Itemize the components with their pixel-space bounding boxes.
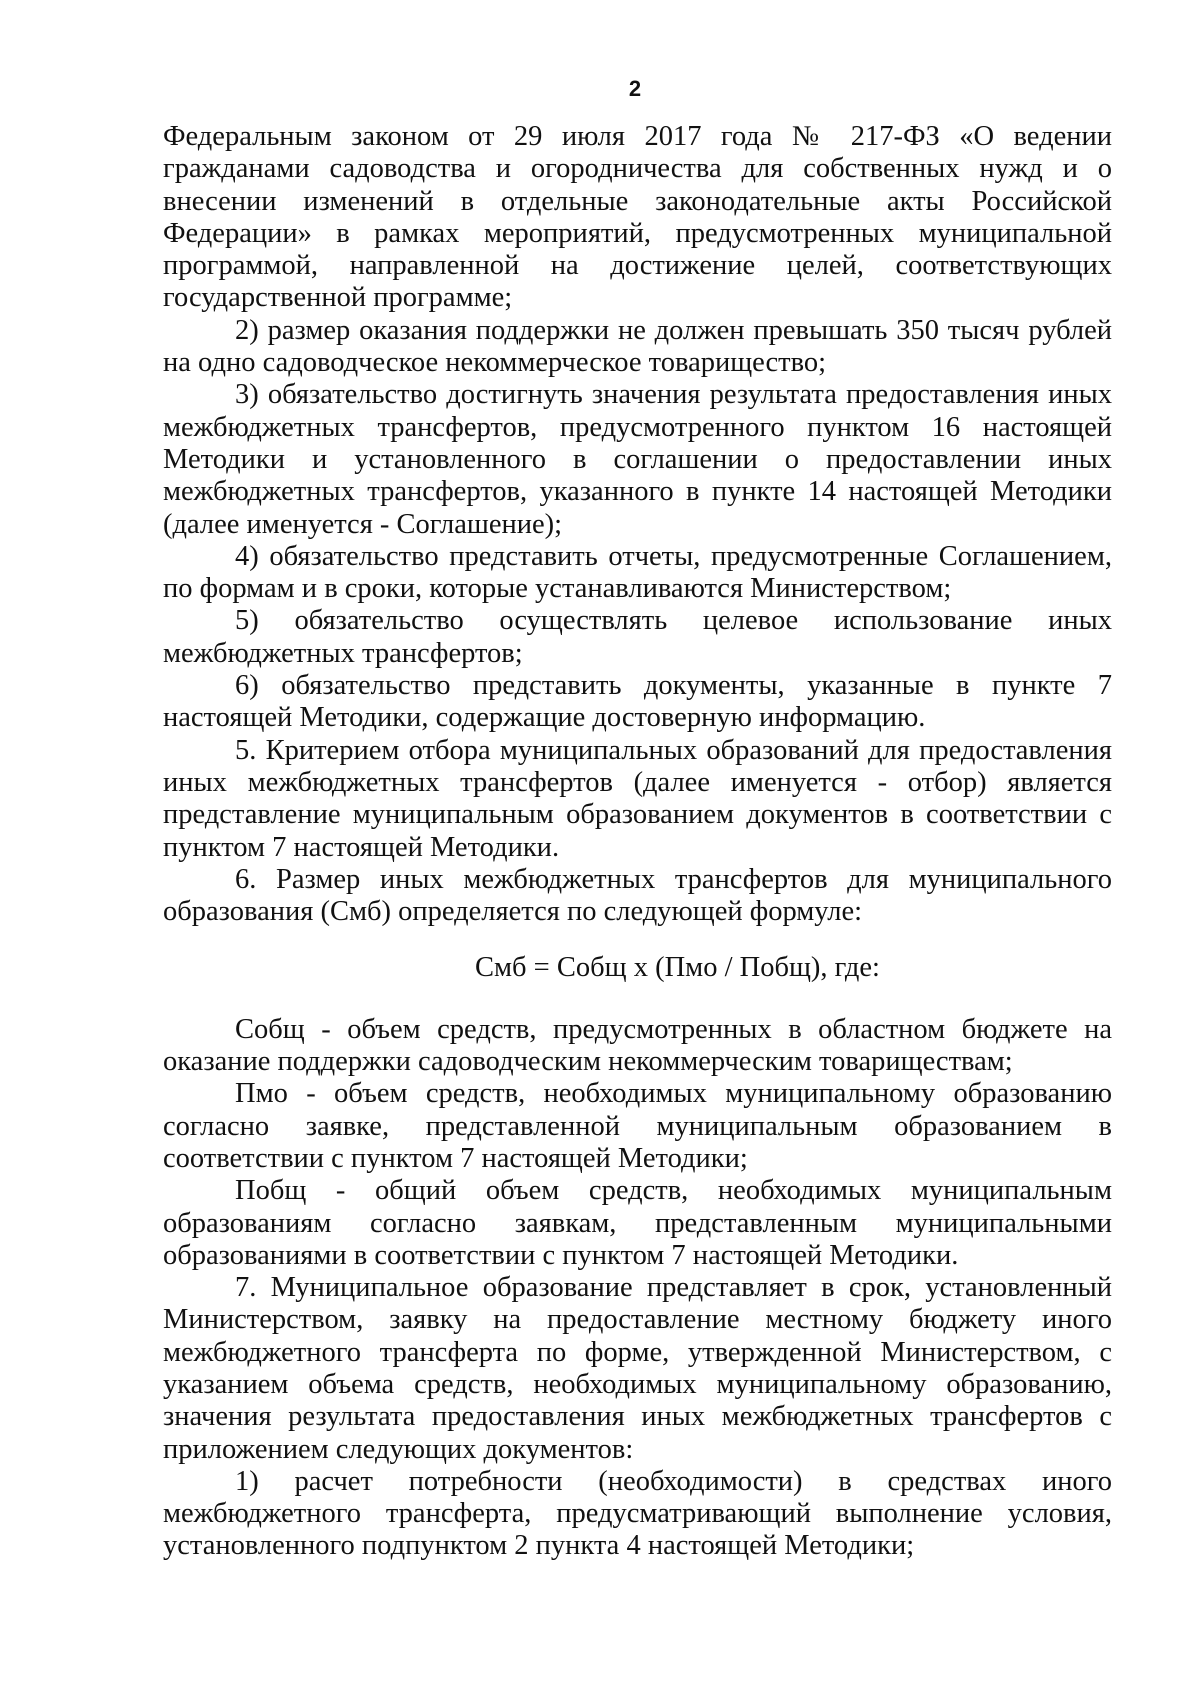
definition-pmo: Пмо - объем средств, необходимых муниципальному образованию согласно заявке, представленной муниципальным образованием в соответствии с пунктом 7 настоящей Методики; [163,1078,1112,1174]
page-number: 2 [628,76,642,101]
paragraph-needs-calculation: 1) расчет потребности (необходимости) в средствах иного межбюджетного трансферта, предусматривающий выполнение условия, установленного подпунктом 2 пункта 4 настоящей Методики; [163,1465,1112,1562]
paragraph-documents-obligation: 6) обязательство представить документы, указанные в пункте 7 настоящей Методики, содержащие достоверную информацию. [163,670,1112,734]
paragraph-targeted-use: 5) обязательство осуществлять целевое использование иных межбюджетных трансфертов; [163,605,1112,669]
paragraph-application: 7. Муниципальное образование представляет в срок, установленный Министерством, заявку на предоставление местному бюджету иного межбюджетного трансферта по форме, утвержденной Министерством, с указанием объема средств, необходимых муниципальному образованию, значения результата предоставления иных межбюджетных трансфертов с приложением следующих документов: [163,1272,1112,1465]
paragraph-transfer-size: 6. Размер иных межбюджетных трансфертов для муниципального образования (Смб) определяется по следующей формуле: [163,863,1112,928]
paragraph-reports-obligation: 4) обязательство представить отчеты, предусмотренные Соглашением, по формам и в сроки, которые устанавливаются Министерством; [163,540,1112,605]
formula: Смб = Собщ х (Пмо / Побщ), где: [475,952,880,984]
paragraph-selection-criterion: 5. Критерием отбора муниципальных образований для предоставления иных межбюджетных трансфертов (далее именуется - отбор) является представление муниципальным образованием документов в соответствии с пунктом 7 настоящей Методики. [163,734,1112,863]
definition-sobshch: Собщ - объем средств, предусмотренных в областном бюджете на оказание поддержки садоводческим некоммерческим товариществам; [163,1013,1112,1078]
definition-pobshch: Побщ - общий объем средств, необходимых муниципальным образованиям согласно заявкам, представленным муниципальными образованиями в соответствии с пунктом 7 настоящей Методики. [163,1175,1112,1271]
paragraph-law-reference: Федеральным законом от 29 июля 2017 года № 217-ФЗ «О ведении гражданами садоводства и огородничества для собственных нужд и о внесении изменений в отдельные законодательные акты Российской Федерации» в рамках мероприятий, предусмотренных муниципальной программой, направленной на достижение целей, соответствующих государственной программе; [163,121,1112,314]
document-body [163,121,1112,1563]
paragraph-support-limit: 2) размер оказания поддержки не должен превышать 350 тысяч рублей на одно садоводческое некоммерческое товарищество; [163,314,1112,379]
paragraph-result-obligation: 3) обязательство достигнуть значения результата предоставления иных межбюджетных трансфертов, предусмотренного пунктом 16 настоящей Методики и установленного в соглашении о предоставлении иных межбюджетных трансфертов, указанного в пункте 14 настоящей Методики (далее именуется - Соглашение); [163,379,1112,540]
